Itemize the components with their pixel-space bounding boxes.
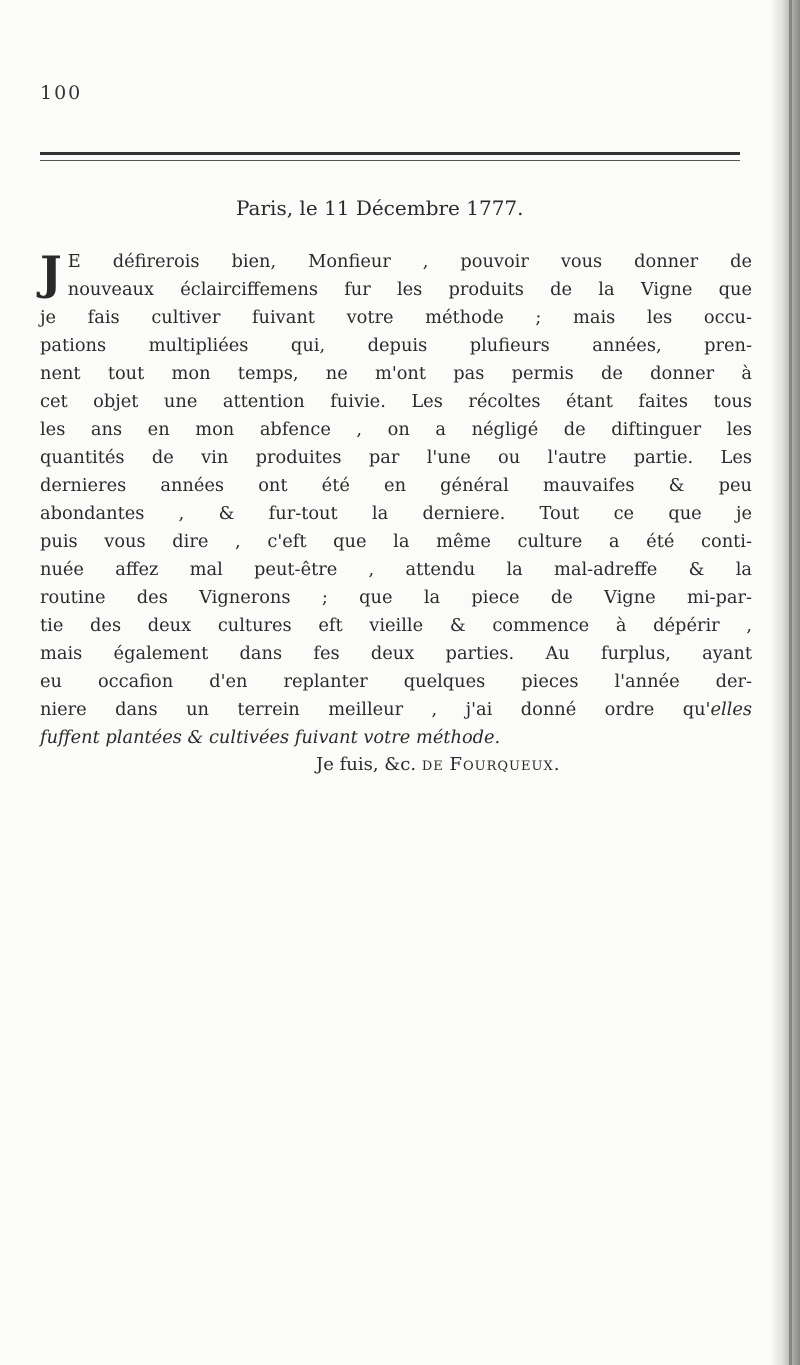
text-line: nent tout mon temps, ne m'ont pas permis de donner à [40, 363, 752, 384]
text-line-italic: fuffent plantées & cultivées fuivant votre méthode. [40, 727, 501, 748]
signature-prefix: de [421, 754, 444, 775]
signature-line [316, 754, 560, 775]
signature-name: Fourqueux. [449, 754, 561, 775]
text-line: nouveaux éclairciffemens fur les produits de la Vigne que [67, 279, 752, 300]
text-line: quantités de vin produites par l'une ou l'autre partie. Les [40, 447, 752, 468]
text-line: puis vous dire , c'eft que la même culture a été conti- [40, 531, 752, 552]
drop-cap: J [40, 246, 62, 300]
text-line: dernieres années ont été en général mauvaifes & peu [40, 475, 752, 496]
text-line: cet objet une attention fuivie. Les récoltes étant faites tous [40, 391, 752, 412]
text-line: je fais cultiver fuivant votre méthode ; mais les occu- [40, 307, 752, 328]
text-line: nuée affez mal peut-être , attendu la mal-adreffe & la [40, 559, 752, 580]
dateline: Paris, le 11 Décembre 1777. [236, 196, 524, 220]
text-line: mais également dans fes deux parties. Au furplus, ayant [40, 643, 752, 664]
text-line: pations multipliées qui, depuis plufieurs années, pren- [40, 335, 752, 356]
text-line-mixed [40, 696, 752, 724]
text-line: tie des deux cultures eft vieille & commence à dépérir , [40, 615, 752, 636]
page-number: 100 [40, 82, 83, 104]
closing-formula: Je fuis, &c. [316, 754, 417, 775]
text-line: E défirerois bien, Monfieur , pouvoir vous donner de [67, 251, 752, 272]
text-line: les ans en mon abfence , on a négligé de diftinguer les [40, 419, 752, 440]
text-line: eu occafion d'en replanter quelques pieces l'année der- [40, 671, 752, 692]
header-rule [40, 152, 740, 155]
text-line: abondantes , & fur-tout la derniere. Tout ce que je [40, 503, 752, 524]
page-edge-shadow [770, 0, 800, 1365]
page-edge-line [789, 0, 792, 1365]
letter-body [40, 248, 752, 752]
text-line: routine des Vignerons ; que la piece de Vigne mi-par- [40, 587, 752, 608]
text-line-roman: niere dans un terrein meilleur , j'ai donné ordre qu' [40, 699, 711, 720]
text-line-italic-tail: elles [710, 699, 752, 720]
header-rule-thin [40, 160, 740, 161]
